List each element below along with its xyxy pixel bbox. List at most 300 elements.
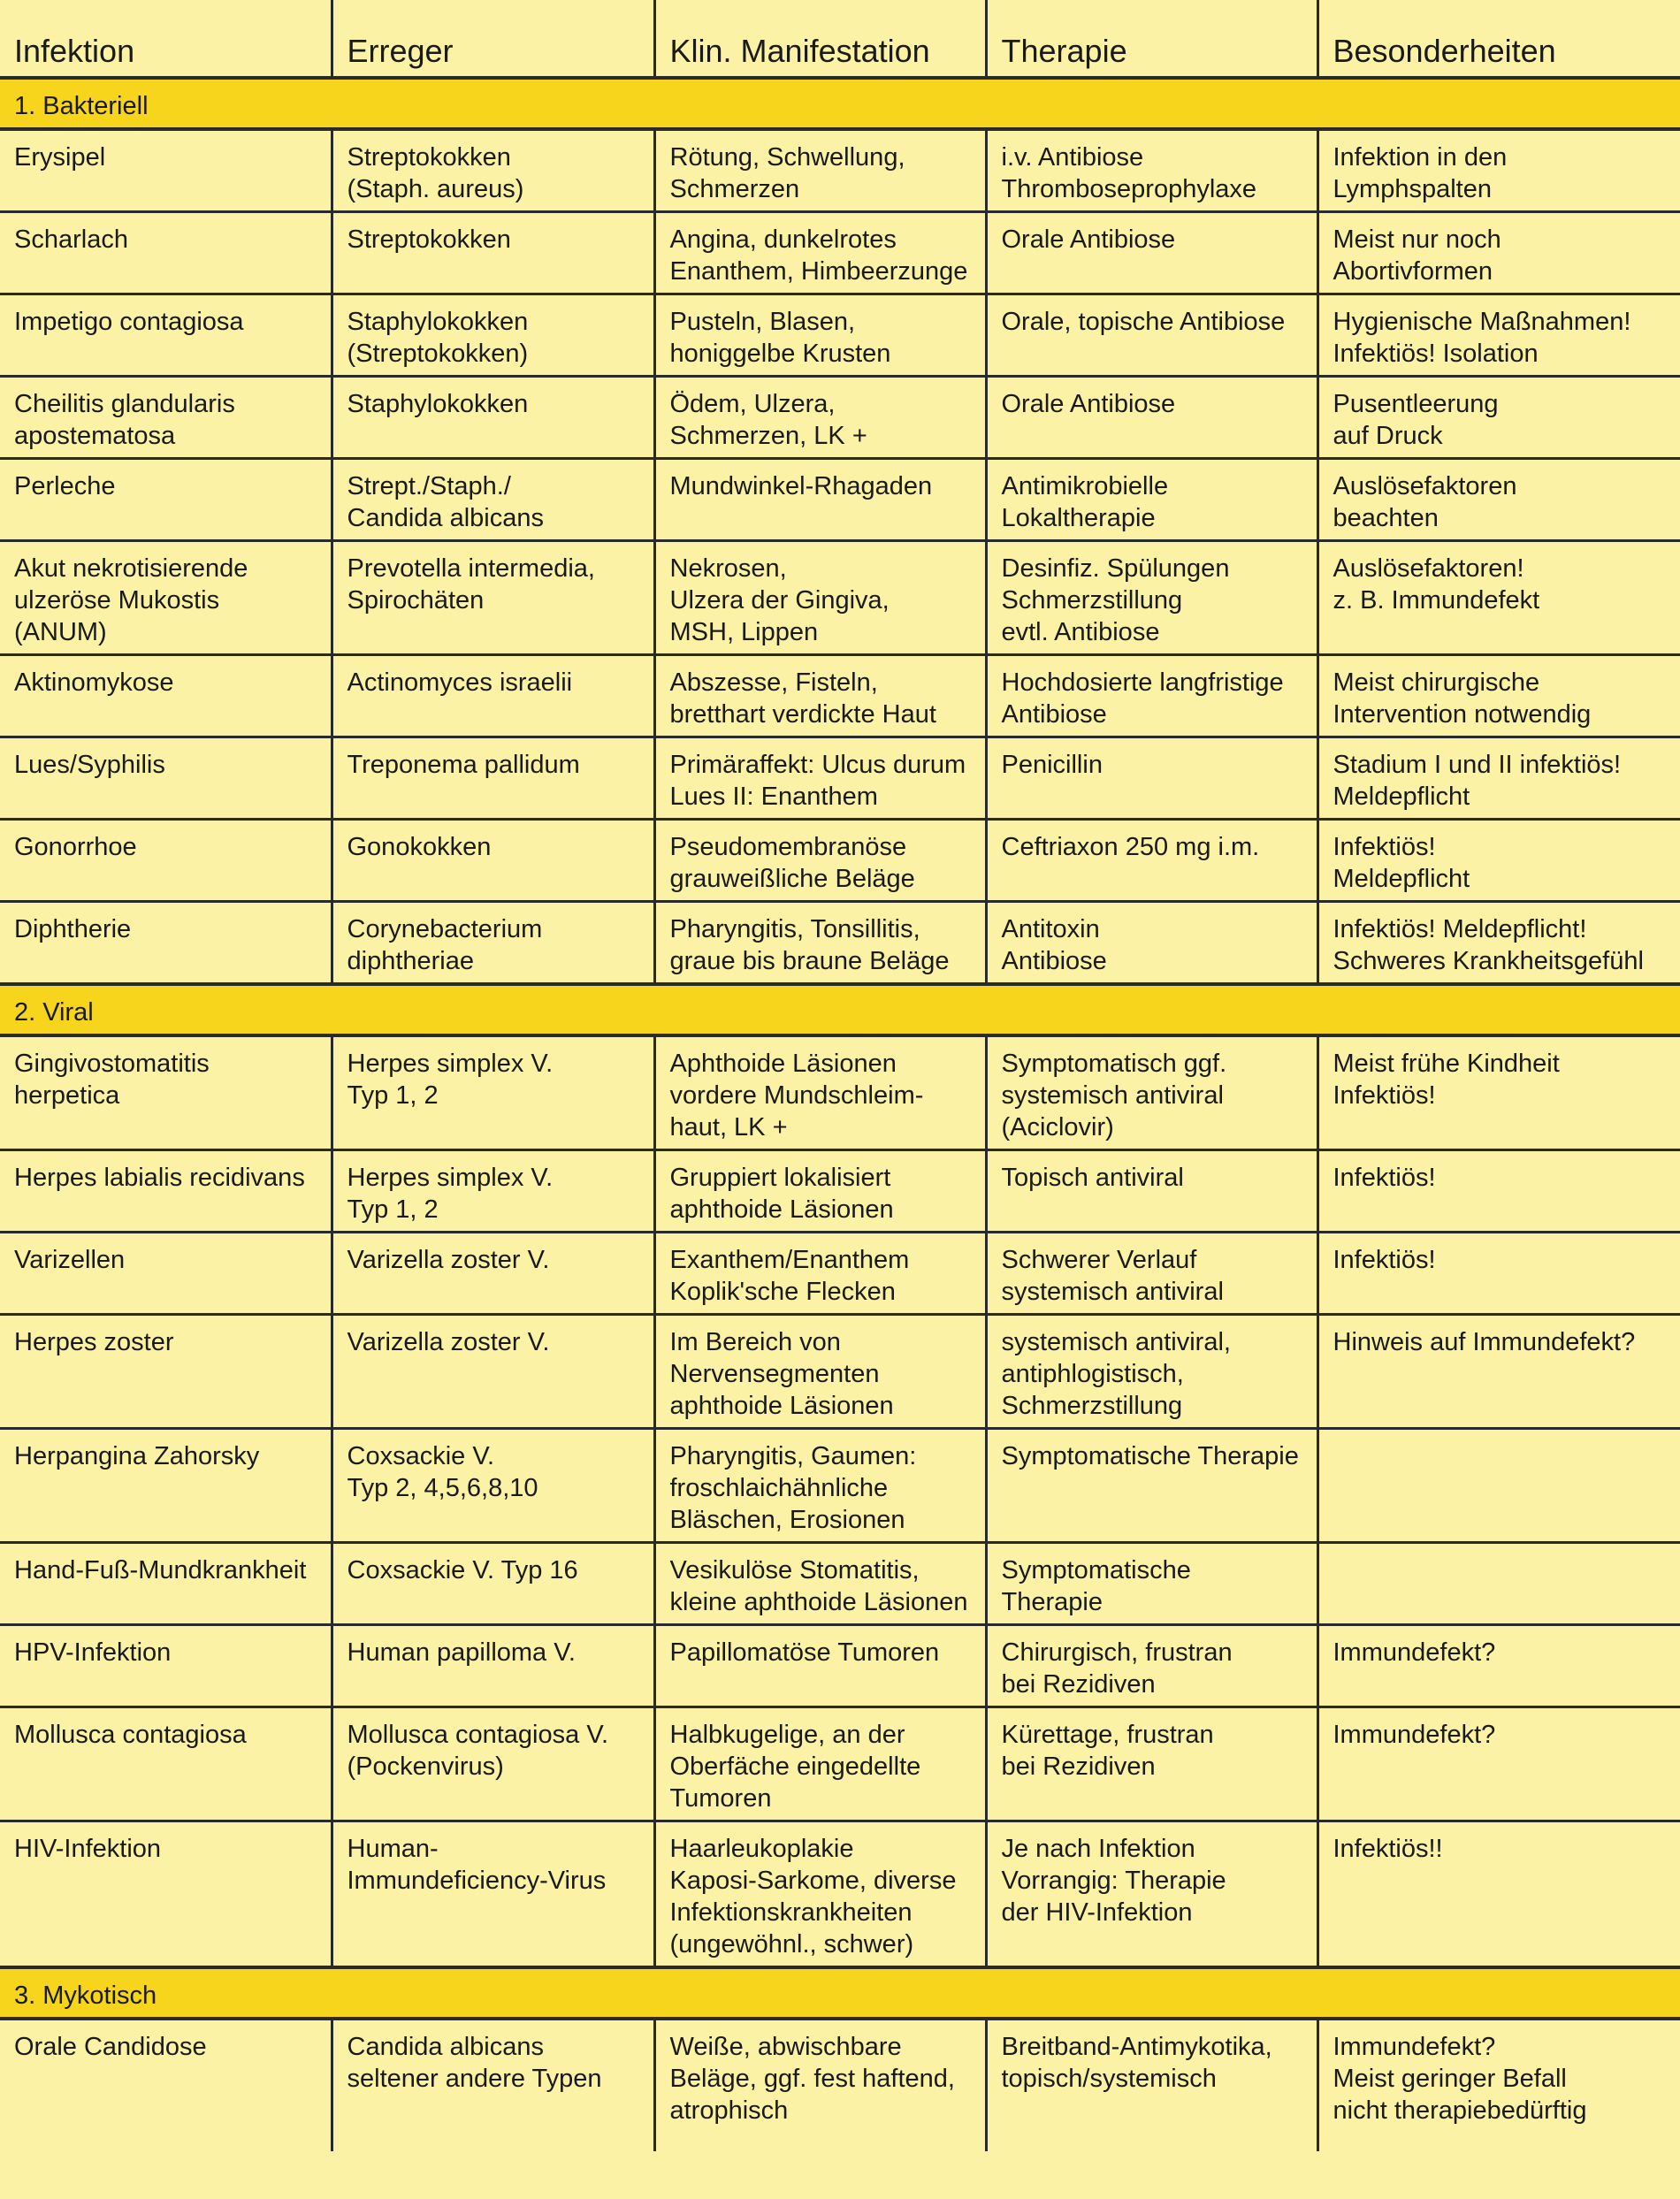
cell-line: Immundefekt? [1333, 1721, 1496, 1749]
cell-line: Symptomatische [1001, 1556, 1191, 1584]
cell-erreger [332, 212, 654, 294]
cell-line: Meldepflicht [1333, 783, 1470, 811]
cell-line: Beläge, ggf. fest haftend, [669, 2065, 955, 2093]
cell-erreger [332, 2019, 654, 2151]
table-body [0, 78, 1680, 2151]
cell-infektion [0, 1035, 332, 1150]
cell-line: Schmerzstillung [1001, 1392, 1183, 1420]
cell-line: Coxsackie V. Typ 16 [347, 1556, 578, 1584]
cell-line: Strept./Staph./ [347, 472, 511, 500]
cell-besonderheiten [1317, 1035, 1680, 1150]
cell-line: Enanthem, Himbeerzunge [669, 257, 968, 286]
cell-line: Im Bereich von [669, 1328, 841, 1356]
cell-line: Orale Antibiose [1001, 390, 1176, 418]
cell-line: Bläschen, Erosionen [669, 1506, 905, 1534]
cell-line: Streptokokken [347, 225, 511, 254]
table-row [0, 1150, 1680, 1233]
cell-besonderheiten [1317, 294, 1680, 377]
cell-erreger [332, 1707, 654, 1821]
cell-manifestation [654, 1821, 986, 1968]
cell-line: honiggelbe Krusten [669, 340, 891, 368]
cell-line: Prevotella intermedia, [347, 554, 595, 583]
cell-erreger [332, 820, 654, 902]
cell-line: topisch/systemisch [1001, 2065, 1217, 2093]
cell-therapie [986, 1233, 1317, 1315]
cell-line: Pseudomembranöse [669, 833, 907, 861]
cell-besonderheiten [1317, 1707, 1680, 1821]
cell-line: systemisch antiviral [1001, 1278, 1224, 1306]
cell-line: Therapie [1001, 1588, 1103, 1616]
cell-line: Breitband-Antimykotika, [1001, 2033, 1272, 2061]
cell-infektion [0, 129, 332, 212]
cell-line: Antimikrobielle [1001, 472, 1169, 500]
cell-line: haut, LK + [669, 1113, 788, 1141]
cell-line: Aphthoide Läsionen [669, 1050, 897, 1078]
cell-line: Kürettage, frustran [1001, 1721, 1214, 1749]
cell-line: Pharyngitis, Gaumen: [669, 1442, 917, 1470]
cell-line: Halbkugelige, an der [669, 1721, 905, 1749]
cell-therapie [986, 1429, 1317, 1543]
table-row [0, 459, 1680, 541]
cell-therapie [986, 1150, 1317, 1233]
cell-line: systemisch antiviral, [1001, 1328, 1231, 1356]
table-row [0, 655, 1680, 737]
cell-line: Lymphspalten [1333, 175, 1492, 203]
cell-erreger [332, 1429, 654, 1543]
cell-besonderheiten [1317, 212, 1680, 294]
table-row [0, 820, 1680, 902]
cell-line: Infektiös! [1333, 1081, 1436, 1110]
cell-line: Coxsackie V. [347, 1442, 495, 1470]
cell-besonderheiten [1317, 902, 1680, 985]
cell-line: MSH, Lippen [669, 618, 819, 646]
cell-line: Meist frühe Kindheit [1333, 1050, 1560, 1078]
cell-line: Human papilloma V. [347, 1638, 576, 1667]
cell-line: kleine aphthoide Läsionen [669, 1588, 968, 1616]
header-row [0, 0, 1680, 78]
section-title: 2. Viral [0, 984, 1680, 1035]
table-header [0, 0, 1680, 78]
cell-infektion [0, 902, 332, 985]
cell-therapie [986, 1625, 1317, 1707]
cell-line: Oberfäche eingedellte [669, 1752, 921, 1781]
cell-manifestation [654, 1035, 986, 1150]
cell-line: Spirochäten [347, 586, 485, 615]
cell-line: Typ 2, 4,5,6,8,10 [347, 1474, 538, 1502]
cell-line: Scharlach [14, 225, 128, 254]
cell-manifestation [654, 1543, 986, 1625]
cell-line: Nervensegmenten [669, 1360, 880, 1388]
cell-line: Staphylokokken [347, 308, 529, 336]
cell-line: Herpes simplex V. [347, 1164, 554, 1192]
cell-line: Infektiös! Isolation [1333, 340, 1539, 368]
cell-therapie [986, 377, 1317, 459]
cell-line: Herpes labialis recidivans [14, 1164, 305, 1192]
cell-line: Schmerzen, LK + [669, 422, 867, 450]
cell-line: Koplik'sche Flecken [669, 1278, 896, 1306]
cell-line: atrophisch [669, 2096, 789, 2125]
cell-line: Pharyngitis, Tonsillitis, [669, 915, 920, 943]
cell-line: Ceftriaxon 250 mg i.m. [1001, 833, 1260, 861]
cell-therapie [986, 1315, 1317, 1429]
cell-line: Primäraffekt: Ulcus durum [669, 751, 966, 779]
table-row [0, 377, 1680, 459]
cell-infektion [0, 655, 332, 737]
cell-line: Typ 1, 2 [347, 1195, 439, 1224]
cell-line: Pusteln, Blasen, [669, 308, 856, 336]
cell-manifestation [654, 1315, 986, 1429]
cell-erreger [332, 129, 654, 212]
cell-line: Antibiose [1001, 700, 1107, 729]
cell-therapie [986, 294, 1317, 377]
cell-line: Infektiös! [1333, 833, 1436, 861]
cell-line: Candida albicans [347, 2033, 544, 2061]
cell-line: Stadium I und II infektiös! [1333, 751, 1622, 779]
table-row [0, 902, 1680, 985]
column-header-therapie: Therapie [986, 0, 1317, 78]
table-row [0, 1543, 1680, 1625]
cell-therapie [986, 129, 1317, 212]
cell-line: Herpes simplex V. [347, 1050, 554, 1078]
cell-line: Corynebacterium [347, 915, 543, 943]
cell-line: Gonokokken [347, 833, 492, 861]
cell-manifestation [654, 1429, 986, 1543]
cell-line: Aktinomykose [14, 668, 174, 697]
cell-line: Actinomyces israelii [347, 668, 573, 697]
cell-line: Papillomatöse Tumoren [669, 1638, 940, 1667]
cell-line: Hand-Fuß-Mundkrankheit [14, 1556, 307, 1584]
table-row [0, 1707, 1680, 1821]
cell-line: Antitoxin [1001, 915, 1100, 943]
cell-manifestation [654, 212, 986, 294]
cell-erreger [332, 1315, 654, 1429]
cell-infektion [0, 1233, 332, 1315]
cell-infektion [0, 2019, 332, 2151]
cell-besonderheiten [1317, 1429, 1680, 1543]
cell-line: Nekrosen, [669, 554, 787, 583]
cell-manifestation [654, 541, 986, 655]
cell-line: Meist chirurgische [1333, 668, 1540, 697]
cell-line: Mollusca contagiosa V. [347, 1721, 609, 1749]
cell-therapie [986, 902, 1317, 985]
cell-line: Abortivformen [1333, 257, 1493, 286]
cell-line: Gonorrhoe [14, 833, 137, 861]
cell-infektion [0, 1625, 332, 1707]
cell-line: Typ 1, 2 [347, 1081, 439, 1110]
table-row [0, 1821, 1680, 1968]
cell-besonderheiten [1317, 1625, 1680, 1707]
cell-line: der HIV-Infektion [1001, 1898, 1193, 1927]
cell-therapie [986, 459, 1317, 541]
column-header-infektion: Infektion [0, 0, 332, 78]
cell-besonderheiten [1317, 1233, 1680, 1315]
cell-line: z. B. Immundefekt [1333, 586, 1540, 615]
table-row [0, 1315, 1680, 1429]
cell-line: Staphylokokken [347, 390, 529, 418]
cell-line: bretthart verdickte Haut [669, 700, 936, 729]
cell-therapie [986, 1543, 1317, 1625]
section-title: 3. Mykotisch [0, 1967, 1680, 2019]
cell-manifestation [654, 294, 986, 377]
cell-line: Thromboseprophylaxe [1001, 175, 1257, 203]
cell-line: Abszesse, Fisteln, [669, 668, 878, 697]
cell-line: Meldepflicht [1333, 865, 1470, 893]
cell-line: evtl. Antibiose [1001, 618, 1160, 646]
cell-line: (ANUM) [14, 618, 107, 646]
cell-line: Streptokokken [347, 143, 511, 172]
cell-erreger [332, 1233, 654, 1315]
cell-besonderheiten [1317, 655, 1680, 737]
cell-manifestation [654, 1707, 986, 1821]
cell-line: Varizella zoster V. [347, 1246, 550, 1274]
cell-erreger [332, 294, 654, 377]
table-row [0, 294, 1680, 377]
cell-line: Ulzera der Gingiva, [669, 586, 890, 615]
cell-besonderheiten [1317, 541, 1680, 655]
cell-erreger [332, 1821, 654, 1968]
table-row [0, 129, 1680, 212]
cell-therapie [986, 1707, 1317, 1821]
cell-besonderheiten [1317, 1543, 1680, 1625]
cell-line: Candida albicans [347, 504, 544, 532]
cell-manifestation [654, 1150, 986, 1233]
cell-line: Symptomatisch ggf. [1001, 1050, 1227, 1078]
cell-line: Meist nur noch [1333, 225, 1501, 254]
cell-line: Infektion in den [1333, 143, 1508, 172]
cell-besonderheiten [1317, 459, 1680, 541]
cell-manifestation [654, 820, 986, 902]
cell-manifestation [654, 129, 986, 212]
cell-line: Diphtherie [14, 915, 132, 943]
cell-besonderheiten [1317, 820, 1680, 902]
cell-line: HPV-Infektion [14, 1638, 172, 1667]
cell-line: Je nach Infektion [1001, 1835, 1195, 1863]
cell-besonderheiten [1317, 1150, 1680, 1233]
cell-besonderheiten [1317, 1821, 1680, 1968]
cell-line: Antibiose [1001, 947, 1107, 975]
table-row [0, 1233, 1680, 1315]
cell-infektion [0, 212, 332, 294]
cell-line: Infektiös! [1333, 1164, 1436, 1192]
cell-line: graue bis braune Beläge [669, 947, 950, 975]
cell-manifestation [654, 1233, 986, 1315]
cell-line: apostematosa [14, 422, 176, 450]
cell-line: (Pockenvirus) [347, 1752, 504, 1781]
cell-line: Orale, topische Antibiose [1001, 308, 1286, 336]
cell-line: Gingivostomatitis [14, 1050, 210, 1078]
cell-therapie [986, 541, 1317, 655]
cell-line: Immundefekt? [1333, 1638, 1496, 1667]
cell-manifestation [654, 459, 986, 541]
cell-line: Kaposi-Sarkome, diverse [669, 1867, 957, 1895]
cell-line: (Aciclovir) [1001, 1113, 1114, 1141]
cell-infektion [0, 1543, 332, 1625]
cell-erreger [332, 1543, 654, 1625]
cell-line: Ödem, Ulzera, [669, 390, 836, 418]
cell-line: Varizellen [14, 1246, 126, 1274]
cell-line: Treponema pallidum [347, 751, 580, 779]
cell-line: grauweißliche Beläge [669, 865, 915, 893]
section-header-row [0, 984, 1680, 1035]
cell-line: Lues/Syphilis [14, 751, 165, 779]
cell-line: Lues II: Enanthem [669, 783, 878, 811]
cell-line: Symptomatische Therapie [1001, 1442, 1299, 1470]
cell-line: Auslösefaktoren [1333, 472, 1517, 500]
cell-erreger [332, 1035, 654, 1150]
cell-line: Orale Antibiose [1001, 225, 1176, 254]
cell-line: beachten [1333, 504, 1439, 532]
cell-line: Haarleukoplakie [669, 1835, 854, 1863]
cell-line: Tumoren [669, 1784, 772, 1813]
table-row [0, 212, 1680, 294]
cell-line: Perleche [14, 472, 116, 500]
cell-line: Mollusca contagiosa [14, 1721, 247, 1749]
cell-line: Infektionskrankheiten [669, 1898, 913, 1927]
cell-line: (Staph. aureus) [347, 175, 524, 203]
cell-line: Meist geringer Befall [1333, 2065, 1567, 2093]
cell-infektion [0, 820, 332, 902]
cell-therapie [986, 2019, 1317, 2151]
cell-infektion [0, 1707, 332, 1821]
cell-line: Exanthem/Enanthem [669, 1246, 910, 1274]
section-header-row [0, 78, 1680, 129]
cell-line: Herpangina Zahorsky [14, 1442, 260, 1470]
cell-line: Immundeficiency-Virus [347, 1867, 607, 1895]
cell-line: Schwerer Verlauf [1001, 1246, 1197, 1274]
table-row [0, 1429, 1680, 1543]
cell-line: Rötung, Schwellung, [669, 143, 905, 172]
cell-therapie [986, 820, 1317, 902]
cell-line: Schmerzen [669, 175, 800, 203]
cell-manifestation [654, 902, 986, 985]
cell-manifestation [654, 655, 986, 737]
table-row [0, 541, 1680, 655]
cell-line: Human- [347, 1835, 439, 1863]
table-row [0, 737, 1680, 820]
cell-erreger [332, 1150, 654, 1233]
cell-therapie [986, 1821, 1317, 1968]
cell-erreger [332, 377, 654, 459]
cell-line: herpetica [14, 1081, 120, 1110]
cell-line: Penicillin [1001, 751, 1103, 779]
cell-besonderheiten [1317, 737, 1680, 820]
cell-line: Schmerzstillung [1001, 586, 1183, 615]
section-title: 1. Bakteriell [0, 78, 1680, 129]
cell-line: nicht therapiebedürftig [1333, 2096, 1587, 2125]
cell-manifestation [654, 377, 986, 459]
cell-line: vordere Mundschleim- [669, 1081, 924, 1110]
table-row [0, 1035, 1680, 1150]
cell-line: Impetigo contagiosa [14, 308, 244, 336]
cell-besonderheiten [1317, 129, 1680, 212]
cell-line: bei Rezidiven [1001, 1752, 1156, 1781]
cell-erreger [332, 655, 654, 737]
cell-line: (Streptokokken) [347, 340, 529, 368]
cell-infektion [0, 1821, 332, 1968]
cell-line: Immundefekt? [1333, 2033, 1496, 2061]
cell-line: Varizella zoster V. [347, 1328, 550, 1356]
cell-erreger [332, 1625, 654, 1707]
cell-line: HIV-Infektion [14, 1835, 162, 1863]
cell-erreger [332, 459, 654, 541]
cell-line: Auslösefaktoren! [1333, 554, 1524, 583]
cell-line: antiphlogistisch, [1001, 1360, 1184, 1388]
cell-line: Orale Candidose [14, 2033, 207, 2061]
cell-line: Infektiös! [1333, 1246, 1436, 1274]
cell-line: seltener andere Typen [347, 2065, 602, 2093]
cell-line: ulzeröse Mukostis [14, 586, 220, 615]
cell-erreger [332, 902, 654, 985]
cell-line: Desinfiz. Spülungen [1001, 554, 1230, 583]
cell-erreger [332, 541, 654, 655]
cell-infektion [0, 377, 332, 459]
cell-erreger [332, 737, 654, 820]
cell-line: Angina, dunkelrotes [669, 225, 897, 254]
cell-therapie [986, 737, 1317, 820]
cell-infektion [0, 459, 332, 541]
cell-manifestation [654, 737, 986, 820]
cell-therapie [986, 212, 1317, 294]
cell-line: bei Rezidiven [1001, 1670, 1156, 1699]
column-header-erreger: Erreger [332, 0, 654, 78]
cell-line: i.v. Antibiose [1001, 143, 1144, 172]
cell-line: Hochdosierte langfristige [1001, 668, 1284, 697]
cell-line: Lokaltherapie [1001, 504, 1156, 532]
column-header-besonderheiten: Besonderheiten [1317, 0, 1680, 78]
cell-line: auf Druck [1333, 422, 1443, 450]
cell-line: aphthoide Läsionen [669, 1195, 894, 1224]
cell-infektion [0, 541, 332, 655]
cell-line: Hinweis auf Immundefekt? [1333, 1328, 1636, 1356]
cell-infektion [0, 737, 332, 820]
cell-line: Weiße, abwischbare [669, 2033, 902, 2061]
cell-line: Infektiös! Meldepflicht! [1333, 915, 1587, 943]
cell-line: Vorrangig: Therapie [1001, 1867, 1226, 1895]
cell-line: Erysipel [14, 143, 106, 172]
table-row [0, 2019, 1680, 2151]
cell-line: Cheilitis glandularis [14, 390, 235, 418]
table-row [0, 1625, 1680, 1707]
cell-infektion [0, 294, 332, 377]
cell-line: (ungewöhnl., schwer) [669, 1930, 914, 1958]
cell-line: Mundwinkel-Rhagaden [669, 472, 933, 500]
cell-line: aphthoide Läsionen [669, 1392, 894, 1420]
section-header-row [0, 1967, 1680, 2019]
cell-infektion [0, 1150, 332, 1233]
cell-line: Intervention notwendig [1333, 700, 1592, 729]
cell-line: Hygienische Maßnahmen! [1333, 308, 1631, 336]
cell-line: systemisch antiviral [1001, 1081, 1224, 1110]
cell-therapie [986, 655, 1317, 737]
cell-manifestation [654, 2019, 986, 2151]
cell-besonderheiten [1317, 2019, 1680, 2151]
cell-manifestation [654, 1625, 986, 1707]
cell-therapie [986, 1035, 1317, 1150]
cell-line: Vesikulöse Stomatitis, [669, 1556, 920, 1584]
cell-line: Schweres Krankheitsgefühl [1333, 947, 1644, 975]
cell-line: Akut nekrotisierende [14, 554, 248, 583]
cell-line: Topisch antiviral [1001, 1164, 1184, 1192]
column-header-manifestation: Klin. Manifestation [654, 0, 986, 78]
cell-infektion [0, 1429, 332, 1543]
cell-line: diphtheriae [347, 947, 474, 975]
cell-line: Gruppiert lokalisiert [669, 1164, 891, 1192]
cell-line: froschlaichähnliche [669, 1474, 889, 1502]
cell-line: Pusentleerung [1333, 390, 1499, 418]
cell-besonderheiten [1317, 1315, 1680, 1429]
cell-line: Herpes zoster [14, 1328, 174, 1356]
cell-infektion [0, 1315, 332, 1429]
